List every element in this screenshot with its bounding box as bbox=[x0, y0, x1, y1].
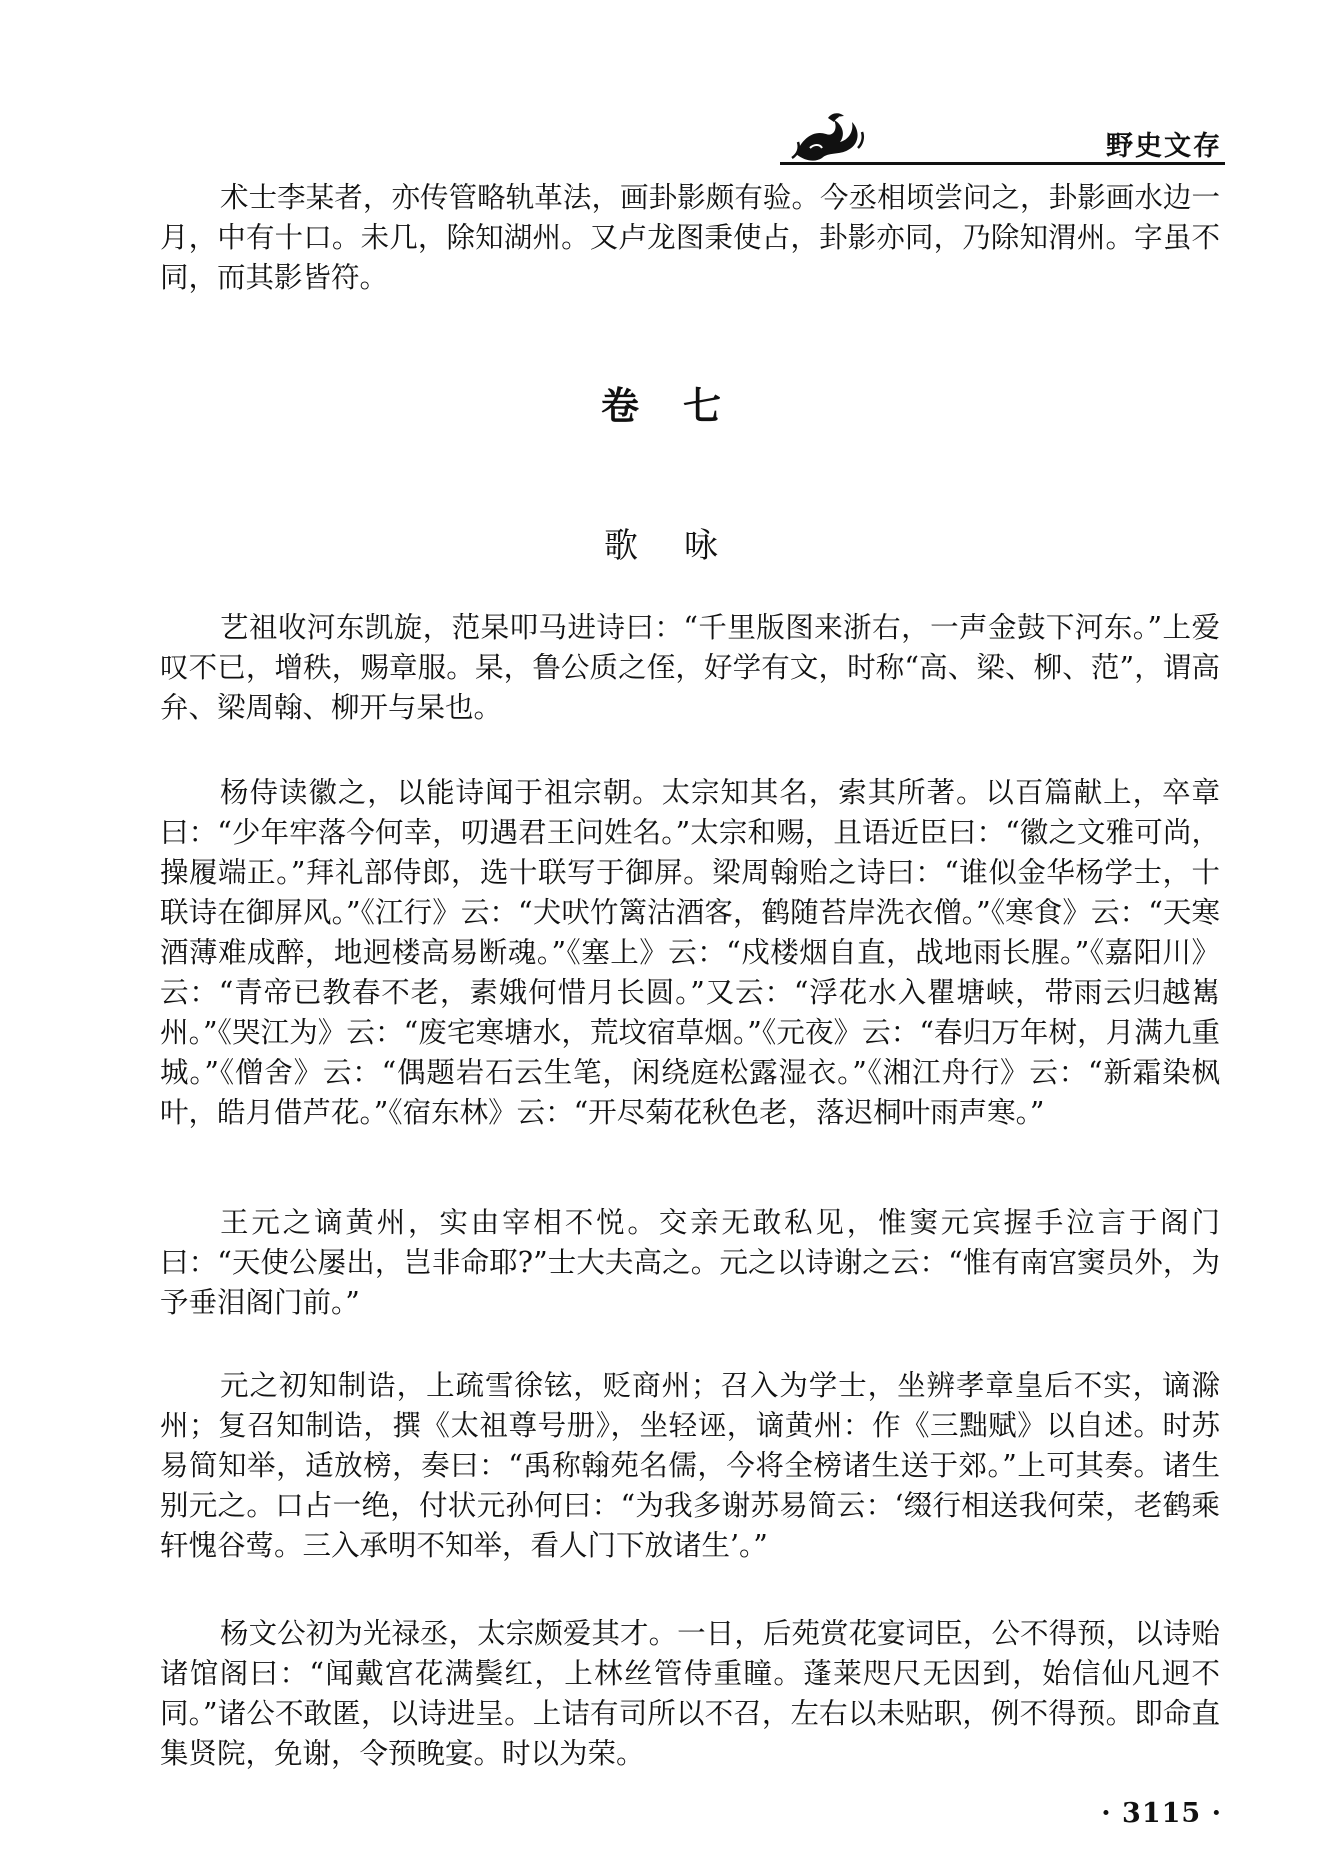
section-title: 歌咏 bbox=[604, 526, 764, 566]
header-divider bbox=[780, 162, 1225, 165]
paragraph: 杨文公初为光禄丞，太宗颇爱其才。一日，后苑赏花宴词臣，公不得预，以诗贻诸馆阁曰：“闻戴宫花满鬓红，上林丝管侍重瞳。蓬莱咫尺无因到，始信仙凡迥不同。”诸公不敢匿，以诗进呈。上诘有司所以不召，左右以未贴职，例不得预。即命直集贤院，免谢，令预晚宴。时以为荣。 bbox=[160, 1617, 1220, 1770]
running-header-title: 野史文存 bbox=[1106, 131, 1222, 162]
paragraph: 王元之谪黄州，实由宰相不悦。交亲无敢私见，惟窦元宾握手泣言于阁门曰：“天使公屡出，岂非命耶?”士大夫高之。元之以诗谢之云：“惟有南宫窦员外，为予垂泪阁门前。” bbox=[160, 1206, 1220, 1319]
paragraph: 杨侍读徽之，以能诗闻于祖宗朝。太宗知其名，索其所著。以百篇献上，卒章曰：“少年牢落今何幸，叨遇君王问姓名。”太宗和赐，且语近臣曰：“徽之文雅可尚，操履端正。”拜礼部侍郎，选十联写于御屏。梁周翰贻之诗曰：“谁似金华杨学士，十联诗在御屏风。”《江行》云：“犬吠竹篱沽酒客，鹤随苔岸洗衣僧。”《寒食》云：“天寒酒薄难成醉，地迥楼高易断魂。”《塞上》云：“戍楼烟自直，战地雨长腥。”《嘉阳川》云：“青帝已教春不老，素娥何惜月长圆。”又云：“浮花水入瞿塘峡，带雨云归越嶲州。”《哭江为》云：“废宅寒塘水，荒坟宿草烟。”《元夜》云：“春归万年树，月满九重城。”《僧舍》云：“偶题岩石云生笔，闲绕庭松露湿衣。”《湘江舟行》云：“新霜染枫叶，皓月借芦花。”《宿东林》云：“开尽菊花秋色老，落迟桐叶雨声寒。” bbox=[160, 776, 1220, 1129]
chapter-title: 卷七 bbox=[600, 384, 765, 428]
paragraph: 元之初知制诰，上疏雪徐铉，贬商州；召入为学士，坐辨孝章皇后不实，谪滁州；复召知制诰，撰《太祖尊号册》，坐轻诬，谪黄州：作《三黜赋》以自述。时苏易简知举，适放榜，奏曰：“禹称翰苑名儒，今将全榜诸生送于郊。”上可其奏。诸生别元之。口占一绝，付状元孙何曰：“为我多谢苏易简云：‘缀行相送我何荣，老鹤乘轩愧谷莺。三入承明不知举，看人门下放诸生’。” bbox=[160, 1369, 1220, 1562]
paragraph-continued: 术士李某者，亦传管略轨革法，画卦影颇有验。今丞相顷尝问之，卦影画水边一月，中有十口。未几，除知湖州。又卢龙图秉使占，卦影亦同，乃除知渭州。字虽不同，而其影皆符。 bbox=[160, 181, 1220, 294]
dragon-emblem-icon bbox=[788, 108, 866, 166]
page-number: · 3115 · bbox=[1101, 1798, 1222, 1829]
paragraph: 艺祖收河东凯旋，范杲叩马进诗曰：“千里版图来浙右，一声金鼓下河东。”上爱叹不已，增秩，赐章服。杲，鲁公质之侄，好学有文，时称“高、梁、柳、范”，谓高弁、梁周翰、柳开与杲也。 bbox=[160, 611, 1220, 724]
